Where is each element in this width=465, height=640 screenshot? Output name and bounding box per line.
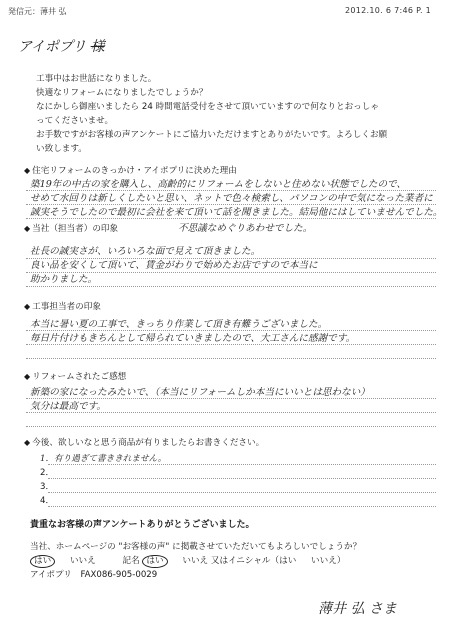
answer-company-impression — [30, 245, 318, 287]
handwritten-signature: 薄井 弘 さま — [318, 601, 397, 617]
intro-line: 快適なリフォームになりましたでしょうか？ — [36, 88, 208, 98]
diamond-icon: ◆ — [24, 372, 31, 381]
wishlist-item-3: 3． — [40, 482, 55, 492]
addressee-name: アイポプリ — [18, 39, 87, 55]
intro-line: なにかしら御座いましたら 24 時間電話受付をさせて頂いていますので何なりとおっしゃ — [36, 102, 379, 112]
consent-section — [30, 540, 450, 582]
answer-line: 毎日片付けもきちんとして帰られていきましたので、大工さんに感謝です。 — [30, 333, 356, 344]
answer-rule — [48, 492, 436, 493]
consent-no: いいえ — [69, 556, 96, 566]
answer-rule — [26, 358, 436, 359]
question-label: 当社（担当者）の印象 — [32, 224, 119, 234]
diamond-icon: ◆ — [24, 166, 31, 175]
addressee — [18, 36, 105, 56]
closing-thanks: 貴重なお客様の声アンケートありがとうございました。 — [30, 520, 255, 530]
answer-rule — [48, 464, 436, 465]
answer-reason — [30, 178, 443, 220]
answer-reason-tail: 不思議なめぐりあわせでした。 — [178, 223, 313, 234]
initial-no: いいえ） — [311, 556, 346, 566]
question-label: 住宅リフォームのきっかけ・アイポプリに決めた理由 — [32, 166, 237, 176]
question-worker-impression — [24, 300, 101, 312]
consent-question: 当社、ホームページの "お客様の声" に掲載させていただいてもよろしいでしょうか？ — [30, 542, 362, 552]
answer-line: 気分は最高です。 — [30, 401, 106, 412]
diamond-icon: ◆ — [24, 438, 31, 447]
answer-line: 誠実そうでしたので最初に会社を来て頂いて話を聞きました。結局他にはしていませんでした。 — [30, 207, 443, 218]
intro-line: い致します。 — [36, 144, 87, 154]
fax-sender: 発信元：薄井 弘 — [8, 7, 67, 16]
initial-label: 又はイニシャル（はい — [210, 556, 297, 566]
answer-line: 本当に暑い夏の工事で、きっちり作業して頂き有難うございました。 — [30, 319, 328, 330]
wishlist-answer: 1．有り過ぎて書ききれません。 — [40, 454, 167, 464]
answer-line: せめて水回りは新しくしたいと思い、ネットで色々検索し、パソコンの中で気になった業者に — [30, 193, 433, 204]
answer-line: 良い品を安くして頂いて、賃金がわりで始めたお店ですので本当に — [30, 260, 318, 271]
answer-line: 助かりました。 — [30, 274, 98, 285]
question-label: リフォームされたご感想 — [32, 372, 127, 382]
contact-fax: アイポプリ FAX086-905-0029 — [30, 570, 158, 580]
wishlist-item-2: 2． — [40, 468, 55, 478]
fax-datetime: 2012.10. 6 7:46 P. 1 — [345, 6, 432, 15]
question-impression — [24, 370, 126, 382]
question-wishlist — [24, 436, 264, 448]
answer-line: 社長の誠実さが、いろいろな面で見えて頂きました。 — [30, 246, 261, 257]
wishlist-item-4: 4． — [40, 496, 55, 506]
signature-label: 記名 — [122, 556, 140, 566]
answer-rule — [48, 478, 436, 479]
diamond-icon: ◆ — [24, 302, 31, 311]
question-company-impression — [24, 222, 118, 234]
diamond-icon: ◆ — [24, 224, 31, 233]
intro-line: 工事中はお世話になりました。 — [36, 74, 157, 84]
answer-line: 築19年の中古の家を購入し、高齢的にリフォームをしないと住めない状態でしたので、 — [30, 179, 407, 190]
consent-options — [30, 554, 450, 568]
question-label: 工事担当者の印象 — [32, 302, 101, 312]
signature-yes-circled: はい — [142, 555, 167, 568]
answer-rule — [26, 426, 436, 427]
answer-worker-impression — [30, 318, 355, 346]
answer-rule — [48, 506, 436, 507]
intro-line: お手数ですがお客様の声アンケートにご協力いただけますとありがたいです。よろしくお願 — [36, 130, 388, 140]
question-reason — [24, 164, 237, 176]
signature-no: いいえ — [182, 556, 209, 566]
answer-line: 新築の家になったみたいで、（本当にリフォームしか本当にいいとは思わない） — [30, 387, 370, 398]
addressee-honorific-struck: 様 — [90, 39, 105, 55]
intro-paragraph — [36, 72, 446, 156]
wishlist-item-1 — [40, 452, 166, 464]
consent-yes-circled: はい — [30, 555, 55, 568]
answer-impression — [30, 386, 370, 414]
intro-line: ってくださいませ。 — [36, 116, 114, 126]
question-label: 今後、欲しいなと思う商品が有りましたらお書きください。 — [32, 438, 265, 448]
